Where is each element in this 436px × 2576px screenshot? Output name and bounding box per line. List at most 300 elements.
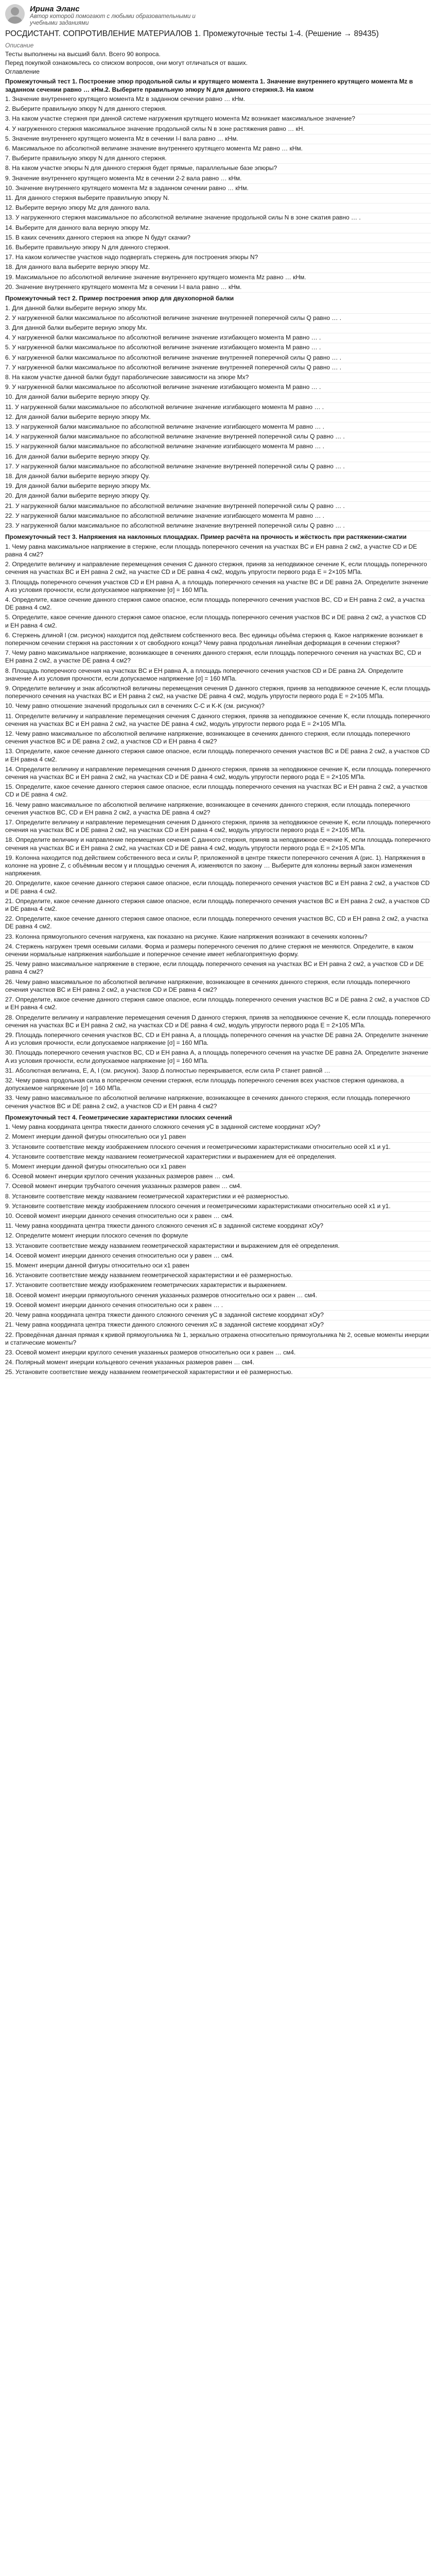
question-item	[5, 783, 431, 800]
question-number: 16 .	[5, 801, 15, 808]
question-text: Чему равно максимальное напряжение в стержне, если площадь поперечного сечения на участках BC и EH равна 2 см2, а участков CD и DE равна 4 см2?	[5, 960, 424, 976]
question-item	[5, 801, 431, 818]
question-text: Для данной балки выберите верную эпюру Qy.	[15, 452, 150, 460]
question-item	[5, 1172, 431, 1182]
question-text: Момент инерции данной фигуры относительно оси x1 равен	[12, 1163, 186, 1171]
question-text: У нагруженной балки максимальное по абсолютной величине значение изгибающего момента M равно … .	[15, 423, 325, 430]
question-item	[5, 343, 431, 353]
question-number: 22 .	[5, 915, 15, 922]
question-item	[5, 1368, 431, 1378]
question-item	[5, 836, 431, 853]
question-number: 6 .	[5, 1173, 12, 1180]
question-text: Значение внутреннего крутящего момента Mz в заданном сечении равно … кНм.	[15, 184, 249, 192]
question-text: Выберите правильную эпюру N для данного стержня.	[12, 105, 167, 113]
question-text: Определите величину и направление перемещения сечения D данного стержня, приняв за неподвижное сечение K, если площадь поперечного сечения на участках BC и EH равна 2 см2, на участках CD и DE равна 4 см2, модуль упругости первого рода E = 2×105 МПа.	[5, 765, 431, 781]
question-number: 7 .	[5, 155, 12, 162]
question-item	[5, 263, 431, 273]
question-number: 1 .	[5, 95, 12, 103]
question-number: 27 .	[5, 996, 15, 1003]
question-text: Установите соответствие между изображением плоского сечения и геометрическими характеристиками относительно осей x1 и y1.	[12, 1202, 391, 1210]
question-item	[5, 1348, 431, 1358]
question-number: 2 .	[5, 314, 12, 321]
question-text: Установите соответствие между названием геометрической характеристики и её размерностью.	[15, 1272, 293, 1279]
author-name[interactable]: Ирина Эланс	[30, 5, 80, 13]
question-text: Определите, какое сечение данного стержня самое опасное, если площадь поперечного сечения на участках BC и EH равна 2 см2, а участков CD и DE равна 4 см2.	[5, 783, 428, 799]
question-text: Значение внутреннего крутящего момента Mz в сечении I-I вала равно … кНм.	[15, 283, 242, 291]
question-item	[5, 174, 431, 184]
question-text: У нагруженного стержня максимальное значение продольной силы N в зоне растяжения равно … кН.	[12, 125, 305, 132]
question-item	[5, 105, 431, 114]
question-text: Для данной балки выберите верную эпюру Mx.	[15, 482, 151, 490]
question-text: Чему равна координата центра тяжести данного сложного сечения yC в заданной системе координат xOy?	[12, 1123, 321, 1131]
question-number: 3 .	[5, 579, 12, 586]
question-text: Площадь поперечного сечения участков CD и EH равна A, а площадь поперечного сечения на участке BC и DE равна 2A. Определите значение A из условия прочности, если допускаемое напряжение [σ] = 160 МПа.	[5, 578, 428, 594]
question-number: 23 .	[5, 933, 15, 940]
question-item	[5, 144, 431, 154]
question-number: 6 .	[5, 632, 12, 639]
question-text: Для данной балки выберите верную эпюру Mx.	[12, 324, 148, 331]
question-text: Определите, какое сечение данного стержня самое опасное, если площадь поперечного сечения участков BC и DE равна 2 см2, а участков CD и EH равна 4 см2.	[5, 748, 430, 763]
question-item	[5, 914, 431, 932]
question-item	[5, 1320, 431, 1330]
question-text: У нагруженной балки максимальное по абсолютной величине значение изгибающего момента M равно … .	[12, 334, 321, 342]
question-text: Для данной балки выберите верную эпюру Mx.	[15, 413, 151, 420]
question-text: Площадь поперечного сечения участков BC, CD и EH равна A, а площадь поперечного сечения на участке DE равна 2A. Определите значение A из условия прочности, если допускаемое напряжение [σ] = 160 МПа.	[5, 1049, 428, 1064]
question-text: Стержень длиной l (см. рисунок) находится под действием собственного веса. Вес единицы объёма стержня q. Какое напряжение возникает в поперечном сечении стержня на расстоянии x от свободного конца? Чему равна продольная линейная деформация в сечении стержня?	[5, 631, 423, 647]
question-text: Максимальное по абсолютной величине значение внутреннего крутящего момента Mz равно … кНм.	[15, 273, 306, 281]
question-item	[5, 184, 431, 194]
question-text: На каком количестве участков надо подвергать стержень для построения эпюры N?	[15, 253, 258, 261]
question-item	[5, 960, 431, 977]
question-text: Осевой момент инерции круглого сечения указанных размеров относительно оси x равен … см4.	[15, 1348, 296, 1356]
question-number: 20 .	[5, 879, 15, 887]
question-number: 16 .	[5, 244, 15, 251]
question-text: Для данного вала выберите верную эпюру Mz.	[15, 263, 150, 271]
question-item	[5, 314, 431, 324]
question-text: У нагруженного стержня максимальное по абсолютной величине значение продольной силы N в зоне сжатия равно … .	[15, 214, 361, 222]
question-number: 12 .	[5, 204, 15, 211]
question-number: 20 .	[5, 1311, 15, 1318]
question-number: 5 .	[5, 344, 12, 351]
question-number: 1 .	[5, 1123, 12, 1130]
question-item	[5, 164, 431, 174]
question-number: 11 .	[5, 403, 15, 411]
question-item	[5, 747, 431, 765]
question-item	[5, 1132, 431, 1142]
question-text: Абсолютная величина, Е, А, l (см. рисунок). Зазор Δ полностью перекрывается, если сила P станет равной …	[15, 1066, 330, 1074]
question-text: Чему равно максимальное по абсолютной величине напряжение, возникающее в сечениях данного стержня, если площадь поперечного сечения участков BC и EH равна 2 см2, а участков CD и DE равна 4 см2?	[5, 978, 410, 993]
question-text: Установите соответствие между названием геометрической характеристики и выражением для её определения.	[12, 1153, 337, 1160]
question-item	[5, 243, 431, 253]
question-text: Значение внутреннего крутящего момента Mz в заданном сечении равно … кНм.	[12, 95, 246, 103]
question-number: 5 .	[5, 135, 12, 142]
question-number: 3 .	[5, 1143, 12, 1150]
question-text: Определите величину и знак абсолютной величины перемещения сечения D данного стержня, приняв за неподвижное сечение K, если площадь поперечного сечения на участках BC и EH равна 2 см2, на участке DE равна 4 см2, модуль упругости первого рода E = 2×105 МПа.	[5, 684, 430, 700]
question-number: 23 .	[5, 522, 15, 529]
question-item	[5, 1281, 431, 1291]
question-item	[5, 1271, 431, 1281]
question-number: 8 .	[5, 667, 12, 674]
question-list	[5, 543, 431, 1112]
question-number: 11 .	[5, 194, 15, 201]
question-item	[5, 472, 431, 482]
question-text: У нагруженной балки максимальное по абсолютной величине значение внутренней поперечной силы Q равно … .	[15, 522, 345, 530]
question-text: Чему равна координата центра тяжести данного сложного сечения xC в заданной системе координат xOy?	[15, 1222, 324, 1230]
question-number: 6 .	[5, 354, 12, 361]
question-item	[5, 1123, 431, 1132]
author-description: Автор которой помогают с любыми образовательными и учебными заданиями	[30, 13, 196, 26]
question-number: 8 .	[5, 1193, 12, 1200]
question-item	[5, 560, 431, 578]
question-item	[5, 1031, 431, 1048]
question-item	[5, 283, 431, 293]
question-list	[5, 1123, 431, 1378]
question-item	[5, 482, 431, 492]
question-text: Осевой момент инерции данного сечения относительно оси x равен … .	[15, 1301, 223, 1309]
question-item	[5, 942, 431, 960]
question-number: 3 .	[5, 115, 12, 122]
question-item	[5, 304, 431, 314]
question-item	[5, 1182, 431, 1192]
question-item	[5, 1242, 431, 1251]
question-number: 18 .	[5, 263, 15, 270]
question-item	[5, 134, 431, 144]
question-item	[5, 413, 431, 422]
question-item	[5, 422, 431, 432]
question-text: Значение внутреннего крутящего момента Mz в сечении 2-2 вала равно … кНм.	[12, 174, 242, 182]
question-number: 23 .	[5, 1349, 15, 1356]
question-text: Чему равно максимальное напряжение, возникающее в сечениях данного стержня, если площадь поперечного сечения на участках BC, CD и EH равна 2 см2, а участке DE равна 4 см2?	[5, 649, 422, 665]
question-number: 21 .	[5, 502, 15, 510]
question-text: Установите соответствие между названием геометрической характеристики и её размерностью.	[15, 1368, 293, 1376]
intro-line: Оглавление	[5, 68, 40, 75]
question-number: 28 .	[5, 1014, 15, 1021]
question-item	[5, 1076, 431, 1094]
question-text: У нагруженной балки максимальное по абсолютной величине значение изгибающего момента M равно … .	[15, 512, 325, 519]
question-number: 17 .	[5, 463, 15, 470]
section-title: Промежуточный тест 1. Построение эпюр продольной силы и крутящего момента 1. Значение внутреннего крутящего момента Mz в заданном сечении равно … кНм.2. Выберите правильную эпюру N для данного стержня.3. На каком	[5, 78, 413, 93]
question-number: 13 .	[5, 423, 15, 430]
question-text: Полярный момент инерции кольцевого сечения указанных размеров равен … см4.	[15, 1359, 254, 1366]
question-text: Чему равна координата центра тяжести данного сложного сечения xC в заданной системе координат xOy?	[15, 1321, 324, 1329]
question-number: 10 .	[5, 1212, 15, 1219]
question-number: 9 .	[5, 383, 12, 391]
intro-line: Перед покупкой ознакомьтесь со списком вопросов, они могут отличаться от ваших.	[5, 59, 248, 66]
question-item	[5, 502, 431, 512]
question-text: Для данной балки выберите верную эпюру Qy.	[15, 472, 150, 480]
question-text: У нагруженной балки максимальное по абсолютной величине значение изгибающего момента M равно … .	[12, 344, 321, 351]
question-item	[5, 1311, 431, 1320]
question-item	[5, 1202, 431, 1212]
avatar[interactable]	[5, 4, 25, 24]
question-item	[5, 667, 431, 684]
question-number: 17 .	[5, 819, 15, 826]
question-item	[5, 730, 431, 747]
question-number: 2 .	[5, 561, 12, 568]
question-number: 17 .	[5, 1281, 15, 1289]
question-number: 4 .	[5, 1153, 12, 1160]
question-item	[5, 253, 431, 263]
question-item	[5, 1162, 431, 1172]
question-text: У нагруженной балки максимальное по абсолютной величине значение внутренней поперечной силы Q равно … .	[15, 462, 345, 470]
question-text: Чему равна максимальное напряжение в стержне, если площадь поперечного сечения на участках BC и EH равна 2 см2, а участке CD и DE равна 4 см2?	[5, 543, 417, 558]
question-number: 30 .	[5, 1049, 15, 1056]
question-item	[5, 452, 431, 462]
question-number: 18 .	[5, 472, 15, 480]
question-item	[5, 403, 431, 413]
question-text: Максимальное по абсолютной величине значение внутреннего крутящего момента Mz равно … кНм.	[12, 145, 303, 152]
question-number: 4 .	[5, 334, 12, 341]
section-title: Промежуточный тест 4. Геометрические характеристики плоских сечений	[5, 1113, 232, 1121]
question-number: 18 .	[5, 1292, 15, 1299]
question-text: Осевой момент инерции трубчатого сечения указанных размеров равен … см4.	[12, 1182, 242, 1190]
question-item	[5, 702, 431, 711]
section-title: Промежуточный тест 2. Пример построения эпюр для двухопорной балки	[5, 295, 234, 302]
question-number: 19 .	[5, 274, 15, 281]
question-number: 26 .	[5, 978, 15, 986]
question-number: 4 .	[5, 596, 12, 603]
question-text: Определите момент инерции плоского сечения по формуле	[15, 1232, 188, 1240]
question-text: Для данной балки выберите верную эпюру Mx.	[12, 304, 148, 312]
question-number: 5 .	[5, 614, 12, 621]
question-text: Для данной балки выберите верную эпюру Qy.	[15, 393, 150, 401]
question-text: Стержень нагружен тремя осевыми силами. Форма и размеры поперечного сечения по длине стержня не меняются. Определите, в каком сечении нормальные напряжения наибольшие и поперечное сечение имеет неблагоприятную форму.	[5, 942, 414, 958]
question-number: 33 .	[5, 1094, 15, 1101]
question-number: 2 .	[5, 1133, 12, 1140]
question-text: Определите, какое сечение данного стержня самое опасное, если площадь поперечного сечения участков BC и EH равна 2 см2, а участков CD и DE равна 4 см2.	[5, 897, 430, 913]
question-text: Колонна находится под действием собственного веса и силы P, приложенной в центре тяжести поперечного сечения A (рис. 1). Напряжения в колонне на уровне Z, с объёмным весом γ и площадью сечения A, изменяются по закону … Выберите для колонны верный закон изменения напряжения.	[5, 854, 426, 877]
question-number: 24 .	[5, 943, 15, 950]
question-item	[5, 432, 431, 442]
question-item	[5, 1048, 431, 1066]
question-text: Чему равно максимальное по абсолютной величине напряжение, возникающее в сечениях данного стержня, если площадь поперечного сечения участков BC и DE равна 2 см2, а участков CD и EH равна 4 см2?	[5, 730, 410, 745]
question-number: 14 .	[5, 433, 15, 440]
question-number: 16 .	[5, 1272, 15, 1279]
question-text: Чему равно максимальное по абсолютной величине напряжение, возникающее в сечениях данного стержня, если площадь поперечного сечения участков BC и DE равна 2 см2, а участков CD и EH равна 4 см2?	[5, 1094, 410, 1110]
question-item	[5, 363, 431, 373]
question-text: Значение внутреннего крутящего момента Mz в сечении I-I вала равно … кНм.	[12, 134, 238, 142]
question-item	[5, 233, 431, 243]
question-item	[5, 224, 431, 233]
question-number: 11 .	[5, 713, 15, 720]
question-item	[5, 393, 431, 402]
question-item	[5, 1251, 431, 1261]
question-text: На каком участке стержня при данной системе нагружения крутящего момента Mz возникает максимальное значение?	[12, 115, 355, 123]
question-text: У нагруженной балки максимальное по абсолютной величине значение изгибающего момента M равно … .	[15, 443, 325, 450]
question-item	[5, 978, 431, 995]
question-text: В каких сечениях данного стержня на эпюре N будут скачки?	[15, 233, 190, 241]
question-text: Проведённая данная прямая к кривой прямоугольника № 1, зеркально отражена относительно прямоугольника № 2, осевые моменты инерции и статические моменты?	[5, 1331, 429, 1346]
question-number: 14 .	[5, 1252, 15, 1259]
question-text: Установите соответствие между названием геометрической характеристики и выражением для её определения.	[15, 1242, 340, 1249]
question-item	[5, 383, 431, 393]
question-text: Выберите для данного вала верную эпюру Mz.	[15, 224, 150, 231]
question-item	[5, 204, 431, 213]
question-text: Установите соответствие между изображением плоского сечения и геометрическими характеристиками относительно осей x1 и y1.	[12, 1143, 391, 1150]
question-item	[5, 521, 431, 531]
question-item	[5, 492, 431, 501]
question-number: 4 .	[5, 125, 12, 132]
question-text: Определите, какое сечение данного стержня самое опасное, если площадь поперечного сечения участков BC и EH равна 2 см2, а участков CD и DE равна 4 см2.	[5, 879, 430, 895]
question-item	[5, 712, 431, 730]
question-number: 7 .	[5, 649, 12, 656]
question-item	[5, 933, 431, 942]
page-title: РОСДИСТАНТ. СОПРОТИВЛЕНИЕ МАТЕРИАЛОВ 1. Промежуточные тесты 1-4. (Решение → 89435)	[5, 29, 379, 38]
question-item	[5, 879, 431, 896]
question-text: Для данной балки выберите верную эпюру Qy.	[15, 492, 150, 500]
question-item	[5, 684, 431, 702]
question-number: 12 .	[5, 1232, 15, 1239]
question-number: 5 .	[5, 1163, 12, 1170]
question-item	[5, 213, 431, 223]
question-number: 6 .	[5, 145, 12, 152]
intro-line: Тесты выполнены на высший балл. Всего 90 вопроса.	[5, 50, 161, 58]
question-item	[5, 1231, 431, 1241]
question-item	[5, 578, 431, 596]
question-number: 1 .	[5, 543, 12, 550]
question-text: Для данного стержня выберите правильную эпюру N.	[15, 194, 169, 202]
question-text: Установите соответствие между названием геометрической характеристики и её размерностью.	[12, 1192, 289, 1200]
question-number: 19 .	[5, 854, 15, 861]
question-text: Чему равно максимальное по абсолютной величине напряжение, возникающее в сечениях данного стержня, если площадь поперечного сечения участков BC, CD и EH равна 2 см2, а участка DE равна 4 см2?	[5, 801, 410, 816]
question-number: 22 .	[5, 512, 15, 519]
question-item	[5, 818, 431, 836]
question-item	[5, 631, 431, 649]
question-text: Момент инерции данной фигуры относительно оси y1 равен	[12, 1133, 186, 1141]
question-item	[5, 1222, 431, 1231]
question-item	[5, 462, 431, 472]
question-number: 19 .	[5, 482, 15, 489]
question-text: У нагруженной балки максимальное по абсолютной величине значение изгибающего момента M равно … .	[12, 383, 321, 391]
question-item	[5, 1261, 431, 1271]
question-number: 15 .	[5, 234, 15, 241]
question-number: 2 .	[5, 105, 12, 112]
question-number: 9 .	[5, 1202, 12, 1210]
question-number: 21 .	[5, 897, 15, 905]
description-label: Описание	[5, 42, 34, 49]
question-number: 25 .	[5, 960, 15, 968]
question-number: 24 .	[5, 1359, 15, 1366]
question-text: Чему равно отношение значений продольных сил в сечениях C-C и K-K (см. рисунок)?	[15, 702, 265, 710]
question-number: 20 .	[5, 492, 15, 499]
question-list	[5, 304, 431, 532]
question-item	[5, 373, 431, 383]
question-number: 9 .	[5, 685, 12, 692]
question-item	[5, 194, 431, 204]
question-text: Выберите правильную эпюру N для данного стержня.	[12, 155, 167, 162]
question-item	[5, 273, 431, 283]
question-item	[5, 114, 431, 124]
question-item	[5, 596, 431, 613]
question-number: 15 .	[5, 1262, 15, 1269]
question-text: Выберите верную эпюру Mz для данного вала.	[15, 204, 150, 212]
question-text: Выберите правильную эпюру N для данного стержня.	[15, 244, 170, 251]
author-block	[5, 4, 431, 28]
question-number: 7 .	[5, 1182, 12, 1190]
question-number: 14 .	[5, 766, 15, 773]
question-item	[5, 154, 431, 164]
question-text: Определите величину и направление перемещения сечения C данного стержня, приняв за неподвижное сечение K, если площадь поперечного сечения на участках BC и EH равна 2 см2, на участках CD и DE равна 4 см2, модуль упругости первого рода E = 2×105 МПа.	[5, 836, 431, 852]
question-sections	[5, 78, 431, 1378]
question-text: Осевой момент инерции данного сечения относительно оси y равен … см4.	[15, 1251, 234, 1259]
question-number: 22 .	[5, 1331, 15, 1338]
question-text: У нагруженной балки максимальное по абсолютной величине значение внутренней поперечной силы Q равно … .	[15, 433, 345, 440]
question-item	[5, 1331, 431, 1348]
question-number: 8 .	[5, 164, 12, 172]
question-text: На каком участке данной балки будут параболические зависимости на эпюре Mx?	[12, 373, 249, 381]
question-item	[5, 125, 431, 134]
question-item	[5, 1212, 431, 1222]
question-number: 21 .	[5, 1321, 15, 1328]
question-item	[5, 613, 431, 631]
question-item	[5, 1192, 431, 1202]
question-number: 8 .	[5, 374, 12, 381]
question-text: Площадь поперечного сечения участков BC, CD и EH равна A, а площадь поперечного сечения на участке DE равна 2A. Определите значение A из условия прочности, если допускаемое напряжение [σ] = 160 МПа.	[5, 1031, 428, 1047]
question-item	[5, 649, 431, 666]
question-number: 13 .	[5, 1242, 15, 1249]
question-text: Осевой момент инерции прямоугольного сечения указанных размеров относительно оси x равен … см4.	[15, 1291, 317, 1299]
question-text: У нагруженной балки максимальное по абсолютной величине значение внутренней поперечной силы Q равно … .	[15, 502, 345, 510]
question-item	[5, 442, 431, 452]
section-title: Промежуточный тест 3. Напряжения на наклонных площадках. Пример расчёта на прочность и жёсткость при растяжении-сжатии	[5, 533, 407, 541]
question-number: 15 .	[5, 783, 15, 790]
question-number: 20 .	[5, 283, 15, 291]
question-text: Определите величину и направление перемещения сечения C данного стержня, приняв за неподвижное сечение K, если площадь поперечного сечения на участках BC и EH равна 2 см2, на участке DE равна 4 см2, модуль упругости первого рода E = 2×105 МПа.	[5, 712, 430, 727]
question-number: 15 .	[5, 443, 15, 450]
question-text: У нагруженной балки максимальное по абсолютной величине значение внутренней поперечной силы Q равно … .	[12, 353, 342, 361]
question-number: 1 .	[5, 304, 12, 312]
question-item	[5, 1066, 431, 1076]
question-item	[5, 95, 431, 105]
question-item	[5, 353, 431, 363]
question-number: 32 .	[5, 1077, 15, 1084]
question-item	[5, 1013, 431, 1031]
question-number: 10 .	[5, 393, 15, 400]
question-number: 12 .	[5, 730, 15, 737]
question-number: 12 .	[5, 413, 15, 420]
question-item	[5, 333, 431, 343]
question-text: Определите величину и направление перемещения сечения D данного стержня, приняв за неподвижное сечение K, если площадь поперечного сечения на участках BC и EH равна 2 см2, на участках CD и DE равна 4 см2, модуль упругости первого рода E = 2×105 МПа.	[5, 1013, 431, 1029]
question-item	[5, 512, 431, 521]
question-item	[5, 765, 431, 783]
question-item	[5, 1094, 431, 1111]
question-text: У нагруженной балки максимальное по абсолютной величине значение внутренней поперечной силы Q равно … .	[12, 363, 342, 371]
question-number: 7 .	[5, 364, 12, 371]
question-item	[5, 995, 431, 1013]
question-number: 13 .	[5, 748, 15, 755]
question-text: Определите величину и направление перемещения сечения D данного стержня, приняв за неподвижное сечение K, если площадь поперечного сечения на участках BC и DE равна 2 см2, на участках CD и EH равна 4 см2, модуль упругости первого рода E = 2×105 МПа.	[5, 819, 431, 834]
question-text: У нагруженной балки максимальное по абсолютной величине значение изгибающего момента M равно … .	[15, 403, 324, 411]
question-text: Определите, какое сечение данного стержня самое опасное, если площадь поперечного сечения участков BC и DE равна 2 см2, а участков CD и EH равна 4 см2.	[5, 996, 430, 1011]
question-text: Определите, какое сечение данного стержня самое опасное, если площадь поперечного сечения участков BC, CD и EH равна 2 см2, а участка DE равна 4 см2.	[5, 596, 425, 612]
question-text: Осевой момент инерции данного сечения относительно оси x равен … см4.	[15, 1212, 234, 1220]
question-text: Колонна прямоугольного сечения нагружена, как показано на рисунке. Какие напряжения возникают в сечениях колонны?	[15, 933, 368, 940]
question-text: Осевой момент инерции круглого сечения указанных размеров равен … см4.	[12, 1173, 235, 1180]
question-number: 11 .	[5, 1222, 15, 1229]
question-number: 19 .	[5, 1301, 15, 1309]
question-item	[5, 1143, 431, 1153]
question-number: 10 .	[5, 184, 15, 192]
question-item	[5, 1291, 431, 1301]
question-number: 3 .	[5, 324, 12, 331]
question-item	[5, 543, 431, 560]
question-item	[5, 324, 431, 333]
question-text: Установите соответствие между изображением геометрических характеристик и выражением.	[15, 1281, 287, 1289]
question-number: 13 .	[5, 214, 15, 221]
question-list	[5, 95, 431, 293]
question-text: Определите, какое сечение данного стержня самое опасное, если площадь поперечного сечения участков BC, CD и EH равна 2 см2, а участка DE равна 4 см2.	[5, 915, 428, 930]
question-text: Площадь поперечного сечения на участках BC и EH равна A, а площадь поперечного сечения участков CD и DE равна 2A. Определите значение A из условия прочности, если допускаемое напряжение [σ] = 160 МПа.	[5, 667, 404, 682]
